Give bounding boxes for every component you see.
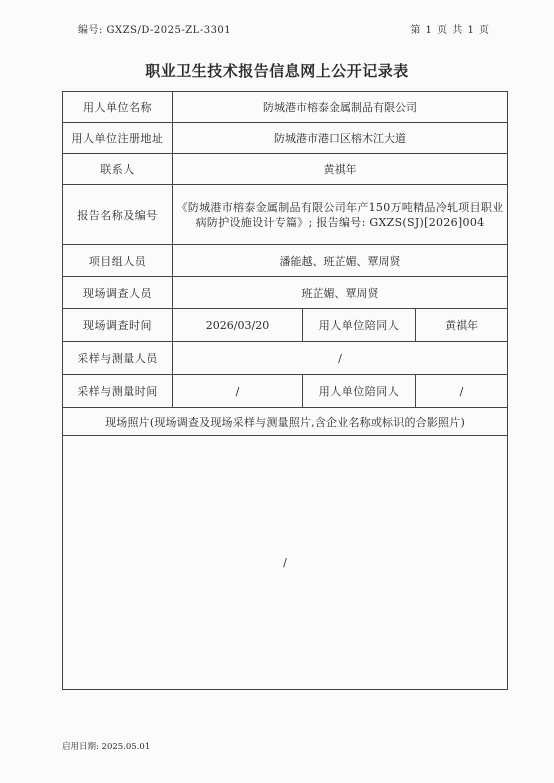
sampling-time-label: 采样与测量时间 [63,375,173,408]
survey-time-label: 现场调查时间 [63,309,173,342]
sampling-staff-value: / [173,342,508,375]
row-photos-area [63,436,508,690]
report-value: 《防城港市榕泰金属制品有限公司年产150万吨精品冷轧项目职业病防护设施设计专篇》; 报告编号: GXZS(SJ)[2026]004 [173,185,508,245]
team-label: 项目组人员 [63,245,173,277]
contact-value: 黄祺年 [173,154,508,185]
team-value: 潘能越、班芷媚、覃周贤 [173,245,508,277]
survey-accompany-value: 黄祺年 [416,309,508,342]
row-survey-time [63,309,508,342]
row-team [63,245,508,277]
survey-time-value: 2026/03/20 [173,309,303,342]
registered-address-value: 防城港市港口区榕木江大道 [173,123,508,154]
row-employer-name [63,92,508,123]
sampling-accompany-value: / [416,375,508,408]
page-title: 职业卫生技术报告信息网上公开记录表 [145,62,409,80]
survey-staff-label: 现场调查人员 [63,277,173,309]
employer-name-value: 防城港市榕泰金属制品有限公司 [173,92,508,123]
row-sampling-staff [63,342,508,375]
document-number: 编号: GXZS/D-2025-ZL-3301 [78,25,232,36]
contact-label: 联系人 [63,154,173,185]
report-label: 报告名称及编号 [63,185,173,245]
row-report [63,185,508,245]
enable-date: 启用日期: 2025.05.01 [62,742,151,752]
employer-name-label: 用人单位名称 [63,92,173,123]
row-survey-staff [63,277,508,309]
page-info: 第 1 页 共 1 页 [410,25,490,36]
sampling-time-value: / [173,375,303,408]
registered-address-label: 用人单位注册地址 [63,123,173,154]
survey-staff-value: 班芷媚、覃周贤 [173,277,508,309]
record-table [62,91,508,690]
row-sampling-time [63,375,508,408]
row-contact [63,154,508,185]
photos-value: / [63,436,508,690]
photos-label: 现场照片(现场调查及现场采样与测量照片,含企业名称或标识的合影照片) [63,408,508,436]
row-photos-header [63,408,508,436]
sampling-accompany-label: 用人单位陪同人 [303,375,416,408]
row-registered-address [63,123,508,154]
survey-accompany-label: 用人单位陪同人 [303,309,416,342]
sampling-staff-label: 采样与测量人员 [63,342,173,375]
